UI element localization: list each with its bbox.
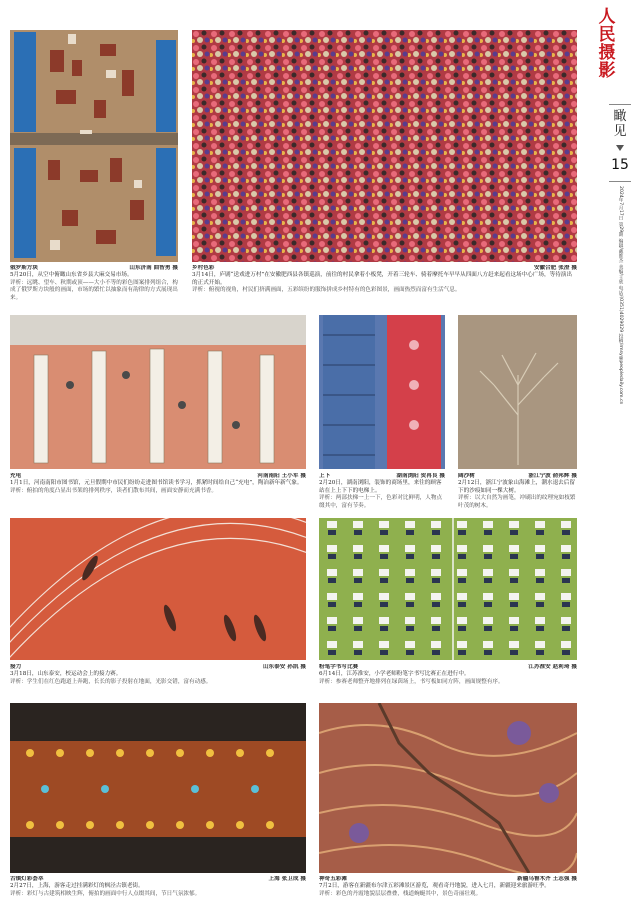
photo-chalk-contest [319,518,577,660]
market-aerial-illustration [10,30,178,262]
photo-byline: 山东济南 曲智勇 摄 [129,265,178,271]
photo-byline: 河南南阳 王小军 摄 [257,473,306,479]
photo-byline: 新疆乌鲁木齐 王志强 摄 [517,876,577,882]
caption-up-down [319,473,445,513]
caption-tetris [10,265,178,311]
issue-info: 2024年7月17日 第29期 编辑/戴维杰 美编/王欣 电话/(0351)4029029 投稿/rmsy@peopledaily.com.cn [618,186,623,405]
photo-title: 上下 [319,473,331,479]
section-name: 瞰见 [613,109,627,139]
danxia-landform-illustration [319,703,577,873]
caption-chalk-contest [319,664,577,700]
lantern-street-illustration [10,703,306,873]
logo-char: 摄 [598,43,616,63]
chalk-contest-illustration [319,518,577,660]
triangle-icon [616,145,624,151]
library-illustration [10,315,306,469]
caption-village-colors [192,265,577,311]
photo-up-down [319,315,445,469]
photo-comment: 评析：彩色的丹霞地貌层层叠叠，栈道蜿蜒其中，景色奇丽壮观。 [319,890,482,897]
photo-caption: 2月20日，湖南浏阳，装饰的商场里，来往的顾客站在上上下下的电梯上。 [319,480,442,494]
photo-title: 粉笔字书写比赛 [319,664,359,670]
photo-byline: 上海 张卫成 摄 [268,876,306,882]
photo-title: 乡村色彩 [192,265,215,271]
photo-sand-tree [458,315,577,469]
section-label-box [609,104,631,182]
photo-tetris [10,30,178,262]
caption-colorful-beach [319,876,577,910]
photo-village-colors [192,30,577,262]
photo-title: 神奇五彩滩 [319,876,347,882]
caption-sand-tree [458,473,577,513]
photo-title: 接力 [10,664,22,670]
photo-comment: 评析：以大自然为画笔，冲刷出的纹理宛如枝繁叶茂的树木。 [458,495,576,509]
photo-caption: 3月14日，庐剧“送戏进万村”在安徽肥西县各镇巡演，前往的村民拿着小板凳，开着三轮车、骑着摩托车早早从四面八方赶来起看这场中心广场，等待演出的正式开始。 [192,272,572,286]
relay-track-illustration [10,518,306,660]
photo-caption: 2月12日，浙江宁波象山海滩上，潮水退去后留下的沙痕如同一棵大树。 [458,480,575,494]
photo-comment: 评析：学生们在红色跑道上奔跑，长长的影子投射在地面，光影交错，富有动感。 [10,678,212,685]
photo-title: 古镇灯彩荟萃 [10,876,44,882]
sand-tree-illustration [458,315,577,469]
photo-byline: 安徽合肥 张澄 摄 [533,265,577,271]
caption-charging [10,473,306,513]
logo-char: 人 [598,7,616,27]
photo-byline: 江苏淮安 赵莉琦 摄 [528,664,577,670]
photo-title: 充电 [10,473,22,479]
masthead [580,8,634,80]
photo-comment: 评析：俯视的视角，村民们挤满画面，五彩缤纷的服饰拼成乡村特有的色彩图景，画面热烈而富有生活气息。 [192,287,461,294]
photo-caption: 3月18日，山东泰安，校运动会上的接力赛。 [10,671,122,678]
caption-lanterns [10,876,306,910]
photo-lanterns [10,703,306,873]
photo-byline: 山东泰安 孙凯 摄 [262,664,306,670]
logo-char: 影 [598,61,616,81]
photo-caption: 1月1日，河南南阳市图书馆，元旦假期中市民们纷纷走进图书馆读书学习，抓紧时间给自己“充电”，陶冶新年新气象。 [10,480,303,487]
photo-byline: 浙江宁波 俞邦辉 摄 [528,473,577,479]
photo-caption: 2月27日，上海，游客走过挂满彩灯的枫泾古镇老街。 [10,883,144,890]
logo [580,8,634,80]
photo-charging [10,315,306,469]
photo-comment: 评析：远眺、望车、秋期或顶——大小不等的彩色图案排列组合，构成了俄罗斯方块般的画面，市场的繁忙以抽象而有韵律的方式展现出来。 [10,279,178,301]
caption-relay [10,664,306,700]
logo-char: 民 [598,25,616,45]
photo-colorful-beach [319,703,577,873]
photo-comment: 评析：俯拍的角度凸显出书架的排列秩序，读者们散布其间，画面安静而充满书香。 [10,487,217,494]
photo-comment: 评析：参赛老师整齐地排列在绿茵场上，书写板如同方阵，画面规整有序。 [319,678,504,685]
photo-caption: 6月14日，江苏淮安，小学老师粉笔字书写比赛正在进行中。 [319,671,470,678]
page-number: 15 [611,157,629,173]
photo-byline: 湖南浏阳 贺再良 摄 [396,473,445,479]
photo-caption: 5月20日，从空中俯瞰山东省乡县大麻交易市场。 [10,272,133,279]
escalator-illustration [319,315,445,469]
photo-caption: 7月2日，游客在新疆布尔津五彩滩景区游览，观看奇丹地貌，进入七月，新疆迎来旅游旺季。 [319,883,550,890]
photo-relay [10,518,306,660]
crowd-illustration [192,30,577,262]
photo-comment: 评析：两部扶梯一上一下，色彩对比鲜明，人物点缀其中，富有节奏。 [319,495,443,509]
photo-title: 俄罗斯方块 [10,265,38,271]
photo-comment: 评析：彩灯与古建筑相映生辉，俯拍的画面中行人点缀其间，节日气氛浓郁。 [10,890,201,897]
photo-title: 阔沙树 [458,473,475,479]
